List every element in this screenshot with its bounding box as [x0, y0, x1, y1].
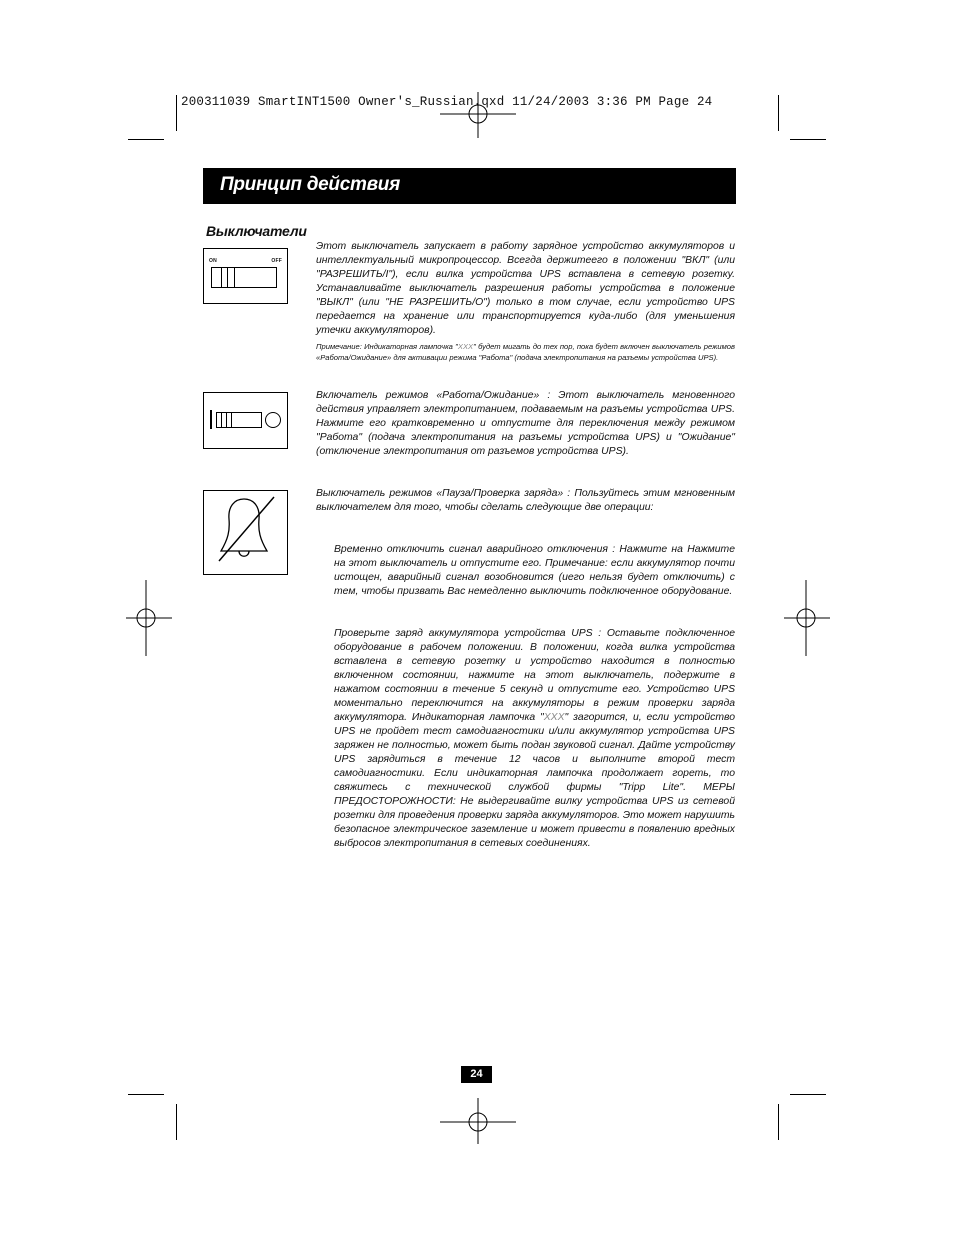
page-number: 24: [461, 1066, 492, 1083]
crop-mark: [790, 1094, 826, 1095]
registration-mark-right: [784, 580, 830, 656]
crop-mark: [176, 1104, 177, 1140]
print-slug: 200311039 SmartINT1500 Owner's_Russian.qxd 11/24/2003 3:36 PM Page 24: [181, 95, 713, 109]
crop-mark: [790, 139, 826, 140]
led-name: XXX: [457, 342, 474, 351]
registration-mark-left: [126, 580, 172, 656]
crop-mark: [128, 139, 164, 140]
slide-switch-icon: [211, 267, 277, 288]
push-button-icon: [216, 412, 262, 428]
on-standby-switch-illustration: [203, 392, 288, 449]
crop-mark: [778, 95, 779, 131]
mute-test-switch-illustration: [203, 490, 288, 575]
enable-switch-description: Этот выключатель запускает в работу зарядное устройство аккумуляторов и интеллектуальный микропроцессор. Всегда держитеего в положении "ВКЛ" (или "РАЗРЕШИТЬ/I"), если вилка устройства UPS вставлена в сетевую розетку. Устанавливайте выключатель разрешения работы устройства в положение "ВЫКЛ" (или "НЕ РАЗРЕШИТЬ/O") только в том случае, если устройство UPS передается на хранение или транспортируется куда-либо (для уменьшения утечки аккумуляторов).: [316, 241, 735, 336]
section-heading: Выключатели: [206, 223, 307, 239]
title-banner: [203, 168, 736, 204]
crop-mark: [778, 1104, 779, 1140]
crop-mark: [176, 95, 177, 131]
on-standby-switch-description: Включатель режимов «Работа/Ожидание» : Этот выключатель мгновенного действия управляет электропитанием, подаваемым на разъемы устройства UPS. Нажмите его кратковременно и отпустите для переключения между режимом "Работа" (подача электропитания на разъемы устройства UPS) и "Ожидание" (отключение электропитания от разъемов устройства UPS).: [316, 390, 735, 457]
enable-switch-illustration: [203, 248, 288, 304]
power-circle-icon: [265, 412, 281, 428]
led-name: XXX: [543, 712, 565, 723]
switch-on-label: ON: [209, 258, 217, 264]
registration-mark-bottom: [440, 1098, 516, 1144]
mute-alarm-instruction: Временно отключить сигнал аварийного отключения : Нажмите на Нажмите на этот выключатель и отпустите его. Примечание: если аккумулятор почти истощен, аварийный сигнал возобновится (иего нельзя будет отключить) с тем, чтобы призвать Вас немедленно выключить подключенное оборудование.: [334, 544, 735, 597]
enable-switch-note: Примечание: Индикаторная лампочка "XXX" будет мигать до тех пор, пока будет включен выключатель режимов «Работа/Ожидание» для активации режима "Работа" (подача электропитания на разъемы устройства UPS).: [316, 342, 735, 362]
battery-test-instruction: Проверьте заряд аккумулятора устройства UPS : Оставьте подключенное оборудование в рабочем положении. В положении, когда вилка устройства вставлена в сетевую розетку и устройство находится в полностью включенном состоянии, нажмите на этот выключатель, подержите в нажатом состоянии в течение 5 секунд и отпустите его. Устройство UPS моментально переключится на аккумуляторы в режим проверки заряда аккумулятора. Индикаторная лампочка "XXX" загорится, и, если устройство UPS не пройдет тест самодиагностики и/или аккумулятор устройства UPS заряжен не полностью, может быть подан звуковой сигнал. Дайте устройству UPS зарядиться в течение 12 часов и выполните второй тест самодиагностики. Если индикаторная лампочка продолжает гореть, то свяжитесь с технической службой фирмы "Tripp Lite". МЕРЫ ПРЕДОСТОРОЖНОСТИ: Не выдергивайте вилку устройства UPS из сетевой розетки для проведения проверки заряда аккумуляторов. Это может нарушить безопасное электрическое заземление и может привести в появлению вредных выбросов электропитания в сетевых соединениях.: [334, 628, 735, 849]
registration-mark-top: [440, 92, 516, 138]
switch-off-label: OFF: [271, 258, 282, 264]
muted-bell-icon: [204, 491, 286, 573]
page-title: Принцип действия: [220, 174, 400, 195]
crop-mark: [128, 1094, 164, 1095]
mute-test-switch-intro: Выключатель режимов «Пауза/Проверка заряда» : Пользуйтесь этим мгновенным выключателем для того, чтобы сделать следующие две операции:: [316, 488, 735, 513]
